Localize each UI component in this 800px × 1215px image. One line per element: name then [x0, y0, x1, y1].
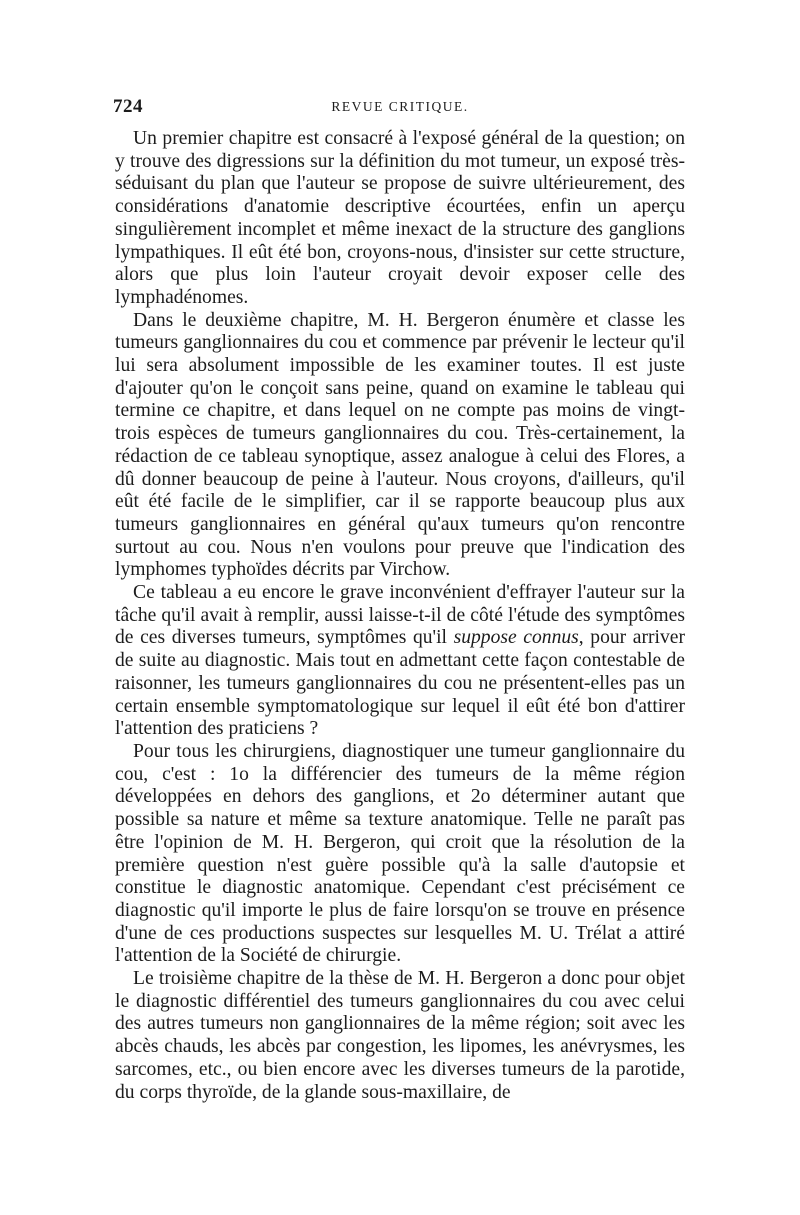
paragraph-1: Un premier chapitre est consacré à l'exposé général de la question; on y trouve des digressions sur la définition du mot tumeur, un exposé très-séduisant du plan que l'auteur se propose de suivre ultérieurement, des considérations d'anatomie descriptive écourtées, enfin un aperçu singulièrement incomplet et même inexact de la structure des ganglions lympathiques. Il eût été bon, croyons-nous, d'insister sur cette structure, alors que plus loin l'auteur croyait devoir exposer celle des lymphadénomes. — [115, 128, 685, 308]
paragraph-3 — [115, 582, 685, 741]
page-header — [115, 96, 685, 122]
body-text — [115, 128, 685, 1104]
paragraph-5: Le troisième chapitre de la thèse de M. H. Bergeron a donc pour objet le diagnostic différentiel des tumeurs ganglionnaires du cou avec celui des autres tumeurs non ganglionnaires de la même région; soit avec les abcès chauds, les abcès par congestion, les lipomes, les anévrysmes, les sarcomes, etc., ou bien encore avec les diverses tumeurs de la parotide, du corps thyroïde, de la glande sous-maxillaire, de — [115, 968, 685, 1103]
italic-phrase: suppose connus — [453, 627, 579, 649]
paragraph-3-text-before: Ce tableau a eu encore le grave inconvénient d'effrayer l'auteur sur la tâche qu'il avait à remplir, aussi laisse-t-il de côté l'étude des symptômes de ces diverses tumeurs, symptômes qu'il — [115, 582, 685, 649]
running-title: REVUE CRITIQUE. — [331, 99, 469, 114]
paragraph-3-text-after: , pour arriver de suite au diagnostic. Mais tout en admettant cette façon contestable de raisonner, les tumeurs ganglionnaires du cou ne présentent-elles pas un certain ensemble symptomatologique sur lequel il eût été bon d'attirer l'attention des praticiens ? — [115, 627, 685, 740]
page-number: 724 — [113, 96, 143, 117]
book-page — [115, 96, 685, 1104]
paragraph-2: Dans le deuxième chapitre, M. H. Bergeron énumère et classe les tumeurs ganglionnaires du cou et commence par prévenir le lecteur qu'il lui sera absolument impossible de les examiner toutes. Il est juste d'ajouter qu'on le conçoit sans peine, quand on examine le tableau qui termine ce chapitre, et dans lequel on ne compte pas moins de vingt-trois espèces de tumeurs ganglionnaires du cou. Très-certainement, la rédaction de ce tableau synoptique, assez analogue à celui des Flores, a dû donner beaucoup de peine à l'auteur. Nous croyons, d'ailleurs, qu'il eût été facile de le simplifier, car il se rapporte beaucoup plus aux tumeurs ganglionnaires en général qu'aux tumeurs qu'on rencontre surtout au cou. Nous n'en voulons pour preuve que l'indication des lymphomes typhoïdes décrits par Virchow. — [115, 309, 685, 581]
paragraph-4: Pour tous les chirurgiens, diagnostiquer une tumeur ganglionnaire du cou, c'est : 1o la différencier des tumeurs de la même région développées en dehors des ganglions, et 2o déterminer autant que possible sa nature et même sa texture anatomique. Telle ne paraît pas être l'opinion de M. H. Bergeron, qui croit que la résolution de la première question n'est guère possible qu'à la salle d'autopsie et constitue le diagnostic anatomique. Cependant c'est précisément ce diagnostic qu'il importe le plus de faire lorsqu'on se trouve en présence d'une de ces productions suspectes sur lesquelles M. U. Trélat a attiré l'attention de la Société de chirurgie. — [115, 740, 685, 967]
